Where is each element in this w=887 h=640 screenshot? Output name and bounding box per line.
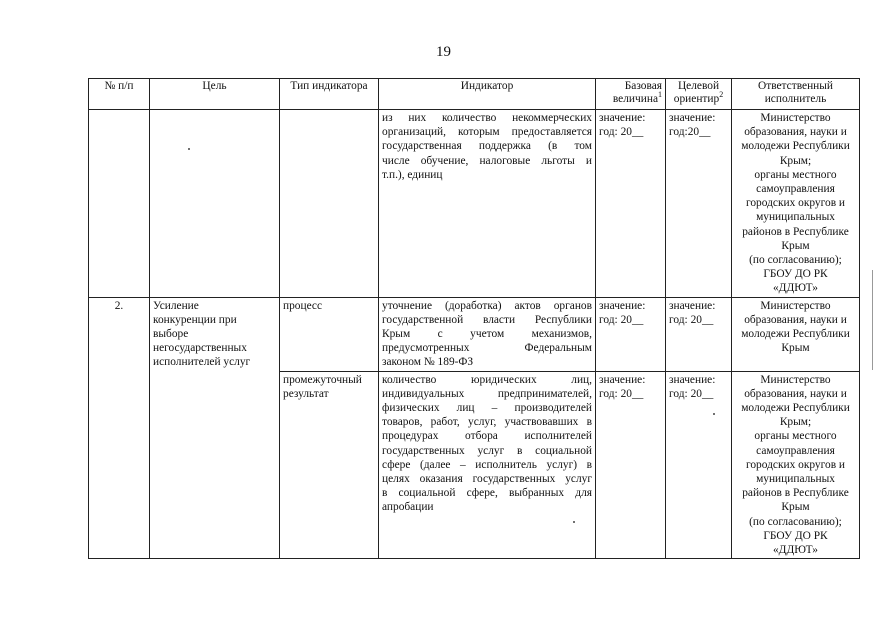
header-indicator: Индикатор <box>379 79 596 110</box>
cell-indicator: из них количество некоммерческих организаций, которым предоставляется государственная поддержка (в том числе обучение, налоговые льготы и т.п.), единиц <box>379 110 596 298</box>
cell-responsible: Министерство образования, науки и молодежи Республики Крым <box>732 297 860 371</box>
page-number: 19 <box>436 44 451 60</box>
table-header-row <box>89 79 860 110</box>
header-num: № п/п <box>89 79 150 110</box>
header-goal: Цель <box>150 79 280 110</box>
cell-target: значение: год:20__ <box>666 110 732 298</box>
cell-target: значение: год: 20__ <box>666 371 732 559</box>
cell-indicator: уточнение (доработка) актов органов государственной власти Республики Крым с учетом механизмов, предусмотренных Федеральным законом № 189-ФЗ <box>379 297 596 371</box>
cell-num <box>89 110 150 298</box>
scan-speck <box>188 148 190 150</box>
header-target: Целевой ориентир$^2$ <box>666 79 732 110</box>
table-row <box>89 297 860 371</box>
cell-goal <box>150 110 280 298</box>
header-base: Базовая величина$^1$ <box>596 79 666 110</box>
scan-edge-line <box>872 270 873 370</box>
header-indicator-type: Тип индикатора <box>280 79 379 110</box>
cell-type: процесс <box>280 297 379 371</box>
scan-speck <box>573 521 575 523</box>
table-row <box>89 110 860 298</box>
cell-type <box>280 110 379 298</box>
cell-base: значение: год: 20__ <box>596 297 666 371</box>
cell-responsible: Министерство образования, науки и молодежи Республики Крым; органы местного самоуправления городских округов и муниципальных районов в Республике Крым (по согласованию); ГБОУ ДО РК «ДДЮТ» <box>732 371 860 559</box>
cell-base: значение: год: 20__ <box>596 110 666 298</box>
cell-responsible: Министерство образования, науки и молодежи Республики Крым; органы местного самоуправления городских округов и муниципальных районов в Республике Крым (по согласованию); ГБОУ ДО РК «ДДЮТ» <box>732 110 860 298</box>
cell-indicator: количество юридических лиц, индивидуальных предпринимателей, физических лиц – производителей товаров, работ, услуг, участвовавших в процедурах отбора исполнителей государственных услуг в социальной сфере (далее – исполнитель услуг) в целях оказания государственных услуг в социальной сфере, выбранных для апробации <box>379 371 596 559</box>
cell-goal: Усиление конкуренции при выборе негосударственных исполнителей услуг <box>150 297 280 559</box>
cell-target: значение: год: 20__ <box>666 297 732 371</box>
cell-base: значение: год: 20__ <box>596 371 666 559</box>
indicators-table <box>88 78 860 559</box>
cell-num: 2. <box>89 297 150 559</box>
cell-type: промежуточный результат <box>280 371 379 559</box>
scan-speck <box>713 413 715 415</box>
header-responsible: Ответственный исполнитель <box>732 79 860 110</box>
